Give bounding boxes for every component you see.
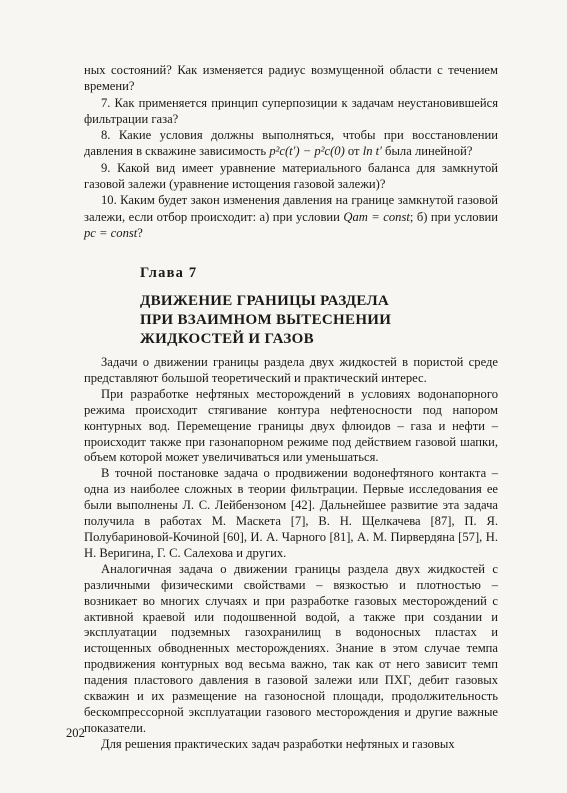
question-10-formula-2: pc = const [84,225,138,240]
question-10 [84,192,498,241]
chapter-title-line: ПРИ ВЗАИМНОМ ВЫТЕСНЕНИИ [140,312,392,328]
paragraph: Задачи о движении границы раздела двух жидкостей в пористой среде представляют большой теоретический и практический интерес. [84,355,498,385]
question-8-formula: p²c(t′) − p²c(0) [269,144,345,159]
question-8 [84,127,498,160]
paragraph: Аналогичная задача о движении границы раздела двух жидкостей с различными физическими свойствами – вязкостью и плотностью – возникает во многих случаях и при разработке газовых месторождений с активной краевой или подошвенной водой, а также при создании и эксплуатации подземных газохранилищ в водоносных пластах и истощенных обводненных месторождениях. Знание в этом случае темпа продвижения контурных вод весьма важно, так как от него зависит темп падения пластового давления в газовой залежи или ПХГ, дебит газовых скважин и их размещение на газоносной площади, продолжительность бескомпрессорной эксплуатации газового месторождения и другие важные показатели. [84,561,498,735]
chapter-title-line: ЖИДКОСТЕЙ И ГАЗОВ [140,331,314,347]
question-7: 7. Как применяется принцип суперпозиции к задачам неустановившейся фильтрации газа? [84,95,498,126]
review-questions [84,62,498,241]
question-6-end: ных состояний? Как изменяется радиус возмущенной области с течением времени? [84,63,498,94]
page-number: 202 [66,726,85,740]
question-10-formula-1: Qат = const [343,209,410,224]
chapter-title [140,292,470,349]
question-9: 9. Какой вид имеет уравнение материального баланса для замкнутой газовой залежи (уравнение истощения газовой залежи)? [84,160,498,192]
paragraph: Для решения практических задач разработки нефтяных и газовых [101,736,455,751]
paragraph: В точной постановке задача о продвижении водонефтяного контакта – одна из наиболее сложных в теории фильтрации. Первые исследования ее были выполнены Л. С. Лейбензоном [42]. Дальнейшее развитие эта задача получила в работах М. Маскета [7], В. Н. Щелкачева [87], П. Я. Полубариновой-Кочиной [60], И. А. Чарного [81], А. М. Пирвердяна [57], Н. Н. Веригина, Г. С. Салехова и других. [84,466,498,560]
question-10-text-c: ? [137,225,143,240]
question-10-text-a: 10. Каким будет закон изменения давления на границе замкнутой газовой залежи, если отбор происходит: а) при условии [84,193,498,224]
paragraph: При разработке нефтяных месторождений в условиях водонапорного режима происходит стягивание контура нефтеносности под напором контурных вод. Перемещение границы двух флюидов – газа и нефти – происходит также при газонапорном режиме под действием газовой шапки, объем которой может увеличиваться или уменьшаться. [84,386,498,465]
question-8-ln: ln t′ [362,144,382,159]
chapter-body [84,355,498,753]
question-8-text-c: была линейной? [381,144,473,159]
chapter-label: Глава 7 [140,265,198,281]
question-8-text-a: 8. Какие условия должны выполняться, чтобы при восстановлении давления в скважине зависимость [84,128,498,159]
question-10-text-b: ; б) при условии [409,209,499,224]
question-8-text-b: от [344,144,363,159]
chapter-title-line: ДВИЖЕНИЕ ГРАНИЦЫ РАЗДЕЛА [140,293,390,309]
